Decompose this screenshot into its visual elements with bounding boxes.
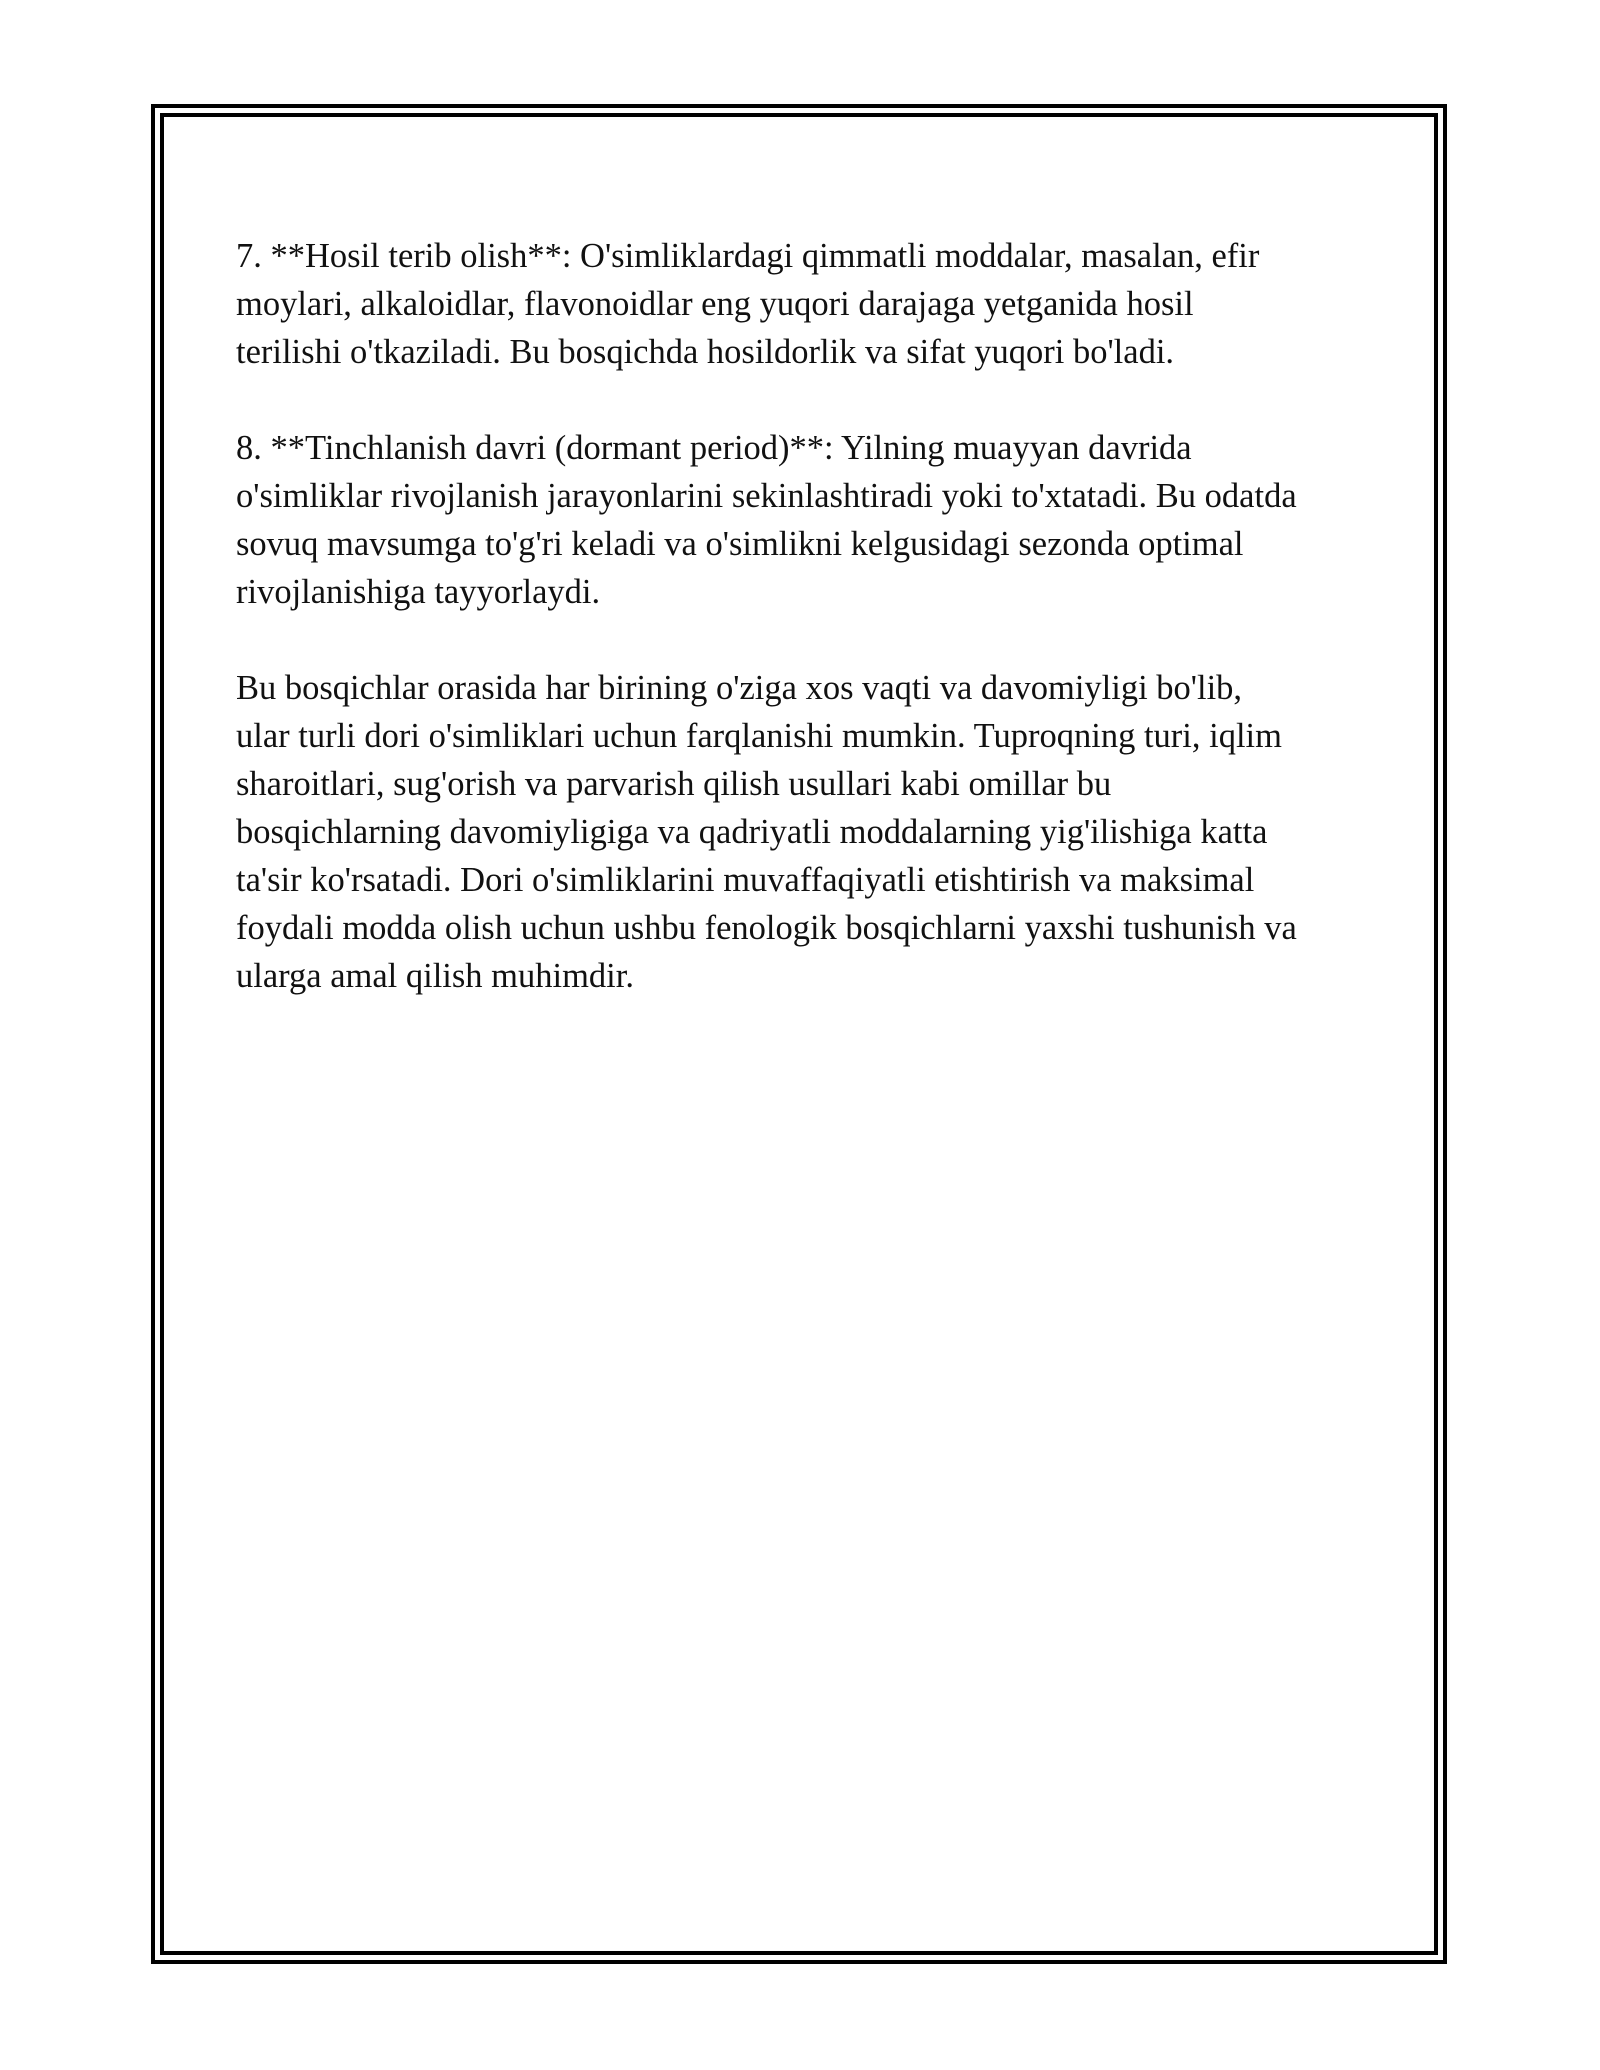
document-body	[236, 232, 1386, 1048]
paragraph-dormant-period: 8. **Tinchlanish davri (dormant period)**: Yilning muayyan davrida o'simliklar rivojlanish jarayonlarini sekinlashtiradi yoki to'xtatadi. Bu odatda sovuq mavsumga to'g'ri keladi va o'simlikni kelgusidagi sezonda optimal rivojlanishiga tayyorlaydi.	[236, 429, 1297, 611]
paragraph-harvest: 7. **Hosil terib olish**: O'simliklardagi qimmatli moddalar, masalan, efir moylari, alkaloidlar, flavonoidlar eng yuqori darajaga yetganida hosil terilishi o'tkaziladi. Bu bosqichda hosildorlik va sifat yuqori bo'ladi.	[236, 237, 1260, 371]
paragraph-conclusion: Bu bosqichlar orasida har birining o'ziga xos vaqti va davomiyligi bo'lib, ular turli dori o'simliklari uchun farqlanishi mumkin. Tuproqning turi, iqlim sharoitlari, sug'orish va parvarish qilish usullari kabi omillar bu bosqichlarning davomiyligiga va qadriyatli moddalarning yig'ilishiga katta ta'sir ko'rsatadi. Dori o'simliklarini muvaffaqiyatli etishtirish va maksimal foydali modda olish uchun ushbu fenologik bosqichlarni yaxshi tushunish va ularga amal qilish muhimdir.	[236, 669, 1297, 995]
